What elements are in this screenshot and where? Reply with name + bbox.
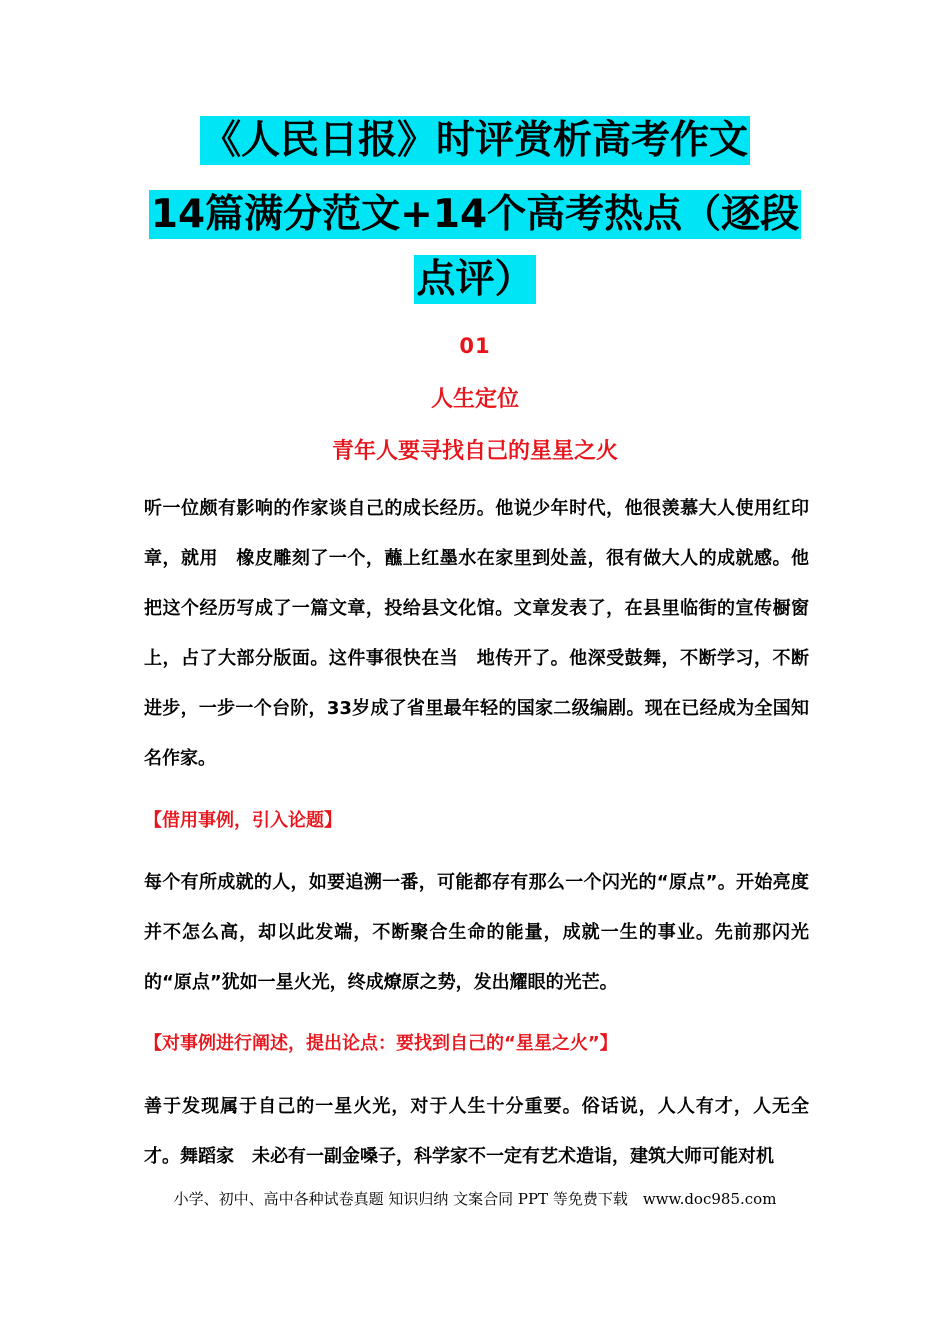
document-title — [140, 112, 810, 332]
section-number: 01 — [459, 334, 491, 358]
section-topic: 人生定位 — [430, 387, 519, 412]
title-line-2: 14篇满分范文+14个高考热点（逐段点评） — [150, 192, 800, 302]
body-paragraph-3: 善于发现属于自己的一星火光，对于人生十分重要。俗话说，人人有才，人无全才。舞蹈家 未必有一副金嗓子，科学家不一定有艺术造诣，建筑大师可能对机 — [144, 1096, 809, 1167]
footer-text: 小学、初中、高中各种试卷真题 知识归纳 文案合同 PPT 等免费下载 www.doc985.com — [173, 1190, 777, 1208]
comment-2: 【对事例进行阐述，提出论点：要找到自己的“星星之火”】 — [144, 1033, 618, 1054]
body-paragraph-1: 听一位颇有影响的作家谈自己的成长经历。他说少年时代，他很羡慕大人使用红印章，就用 橡皮雕刻了一个，蘸上红墨水在家里到处盖，很有做大人的成就感。他把这个经历写成了一篇文章，投给县文化馆。文章发表了，在县里临街的宣传橱窗上，占了大部分版面。这件事很快在当 地传开了。他深受鼓舞，不断学习，不断进步，一步一个台阶，33岁成了省里最年轻的国家二级编剧。现在已经成为全国知名作家。 — [144, 498, 809, 769]
title-line-1: 《人民日报》时评赏析高考作文 — [201, 118, 748, 163]
comment-1: 【借用事例，引入论题】 — [144, 810, 342, 831]
body-paragraph-2: 每个有所成就的人，如要追溯一番，可能都存有那么一个闪光的“原点”。开始亮度并不怎么高，却以此发端，不断聚合生命的能量，成就一生的事业。先前那闪光的“原点”犹如一星火光，终成燎原之势，发出耀眼的光芒。 — [144, 872, 809, 993]
section-title: 青年人要寻找自己的星星之火 — [331, 439, 618, 464]
